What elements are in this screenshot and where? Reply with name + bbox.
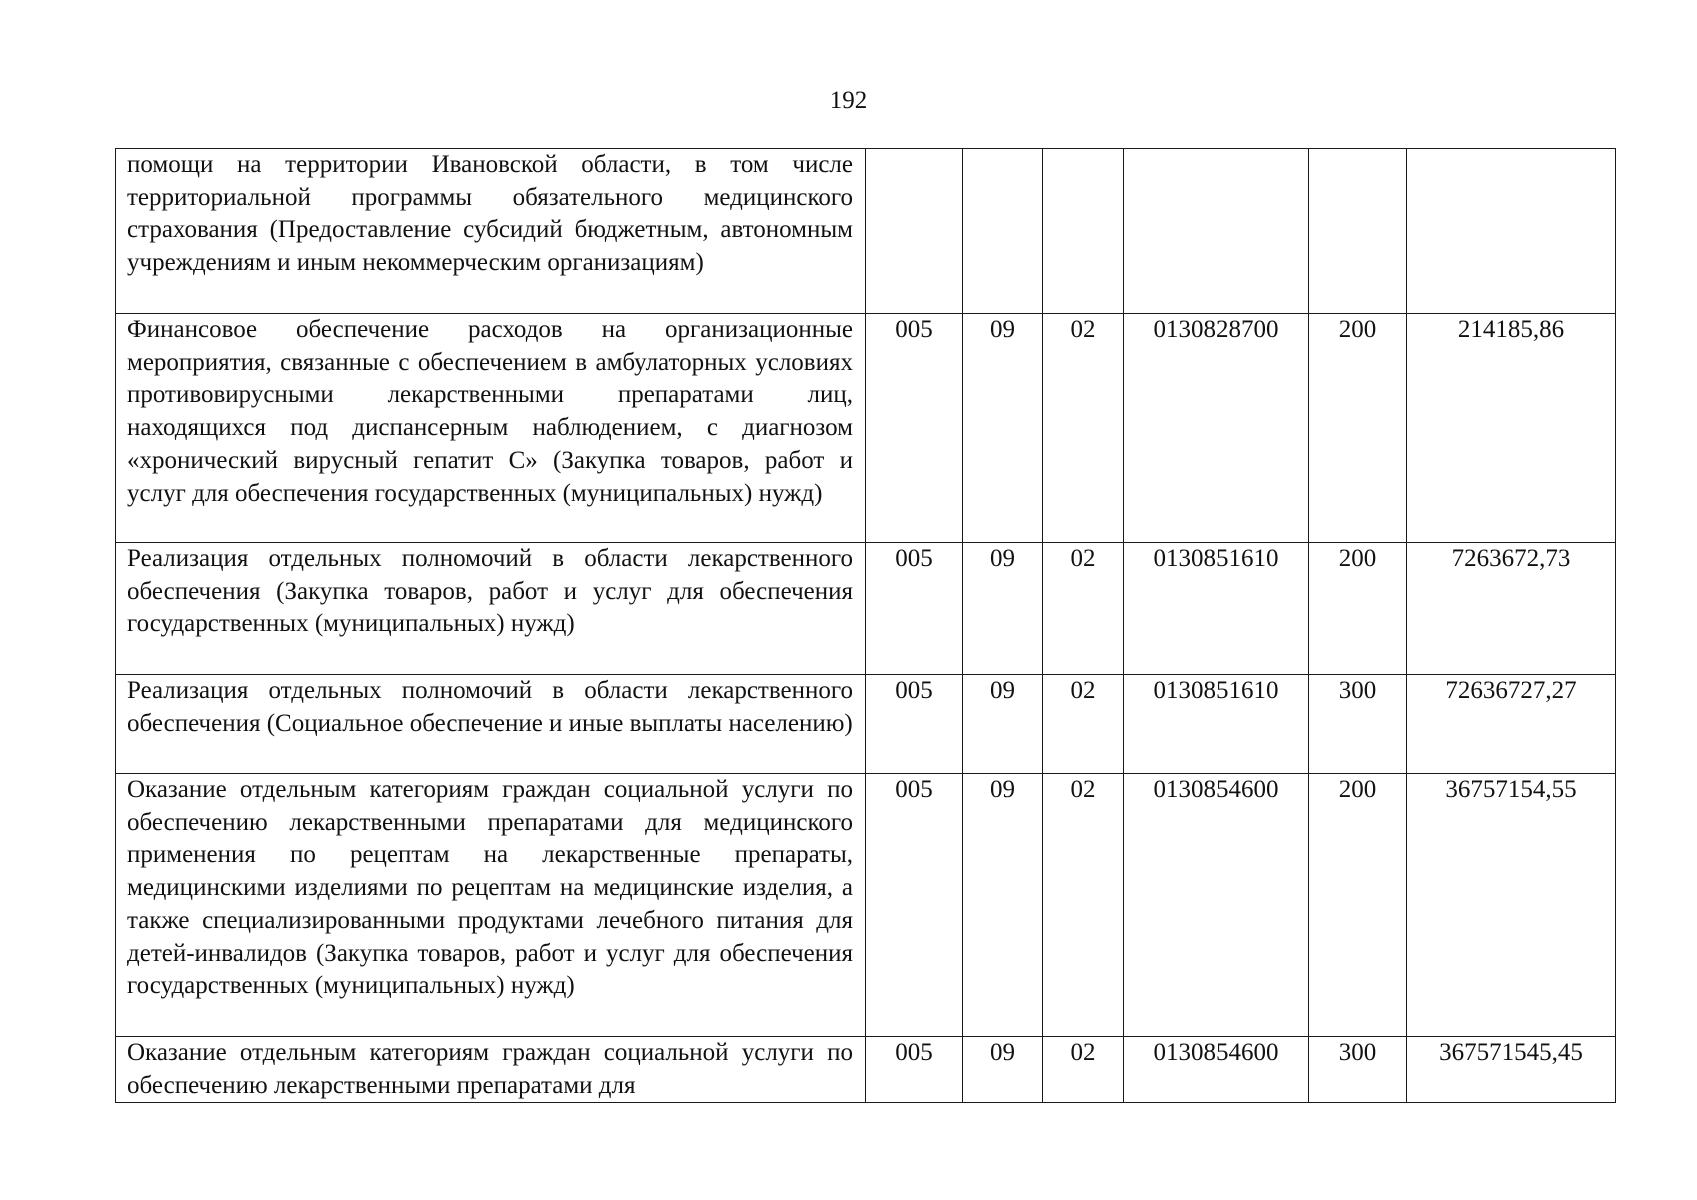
row-description: помощи на территории Ивановской области, в том числе территориальной программы обязательного медицинского страхования (Предоставление субсидий бюджетным, автономным учреждениям и иным некоммерческим организациям) [116, 149, 866, 314]
row-amount: 72636727,27 [1407, 675, 1616, 774]
row-target: 0130854600 [1124, 1037, 1309, 1103]
row-amount: 214185,86 [1407, 314, 1616, 543]
row-expense-type: 200 [1309, 774, 1407, 1037]
row-description: Реализация отдельных полномочий в области лекарственного обеспечения (Закупка товаров, работ и услуг для обеспечения государственных (муниципальных) нужд) [116, 543, 866, 675]
table-row [116, 774, 1616, 1037]
row-section: 09 [963, 675, 1043, 774]
row-target: 0130851610 [1124, 675, 1309, 774]
table-row [116, 314, 1616, 543]
row-section: 09 [963, 543, 1043, 675]
row-amount [1407, 149, 1616, 314]
table-row [116, 543, 1616, 675]
table-row [116, 675, 1616, 774]
row-description: Финансовое обеспечение расходов на организационные мероприятия, связанные с обеспечением в амбулаторных условиях противовирусными лекарственными препаратами лиц, находящихся под диспансерным наблюдением, с диагнозом «хронический вирусный гепатит С» (Закупка товаров, работ и услуг для обеспечения государственных (муниципальных) нужд) [116, 314, 866, 543]
row-subsection: 02 [1043, 314, 1124, 543]
row-code: 005 [866, 314, 963, 543]
row-target [1124, 149, 1309, 314]
row-subsection: 02 [1043, 543, 1124, 675]
row-amount: 7263672,73 [1407, 543, 1616, 675]
row-subsection [1043, 149, 1124, 314]
row-section [963, 149, 1043, 314]
row-target: 0130851610 [1124, 543, 1309, 675]
row-code: 005 [866, 675, 963, 774]
row-expense-type: 200 [1309, 314, 1407, 543]
row-section: 09 [963, 314, 1043, 543]
budget-table [115, 148, 1616, 1103]
row-description: Реализация отдельных полномочий в области лекарственного обеспечения (Социальное обеспечение и иные выплаты населению) [116, 675, 866, 774]
table-row [116, 1037, 1616, 1103]
row-description: Оказание отдельным категориям граждан социальной услуги по обеспечению лекарственными препаратами для [116, 1037, 866, 1103]
row-expense-type: 200 [1309, 543, 1407, 675]
row-expense-type: 300 [1309, 1037, 1407, 1103]
row-subsection: 02 [1043, 1037, 1124, 1103]
row-description: Оказание отдельным категориям граждан социальной услуги по обеспечению лекарственными препаратами для медицинского применения по рецептам на лекарственные препараты, медицинскими изделиями по рецептам на медицинские изделия, а также специализированными продуктами лечебного питания для детей-инвалидов (Закупка товаров, работ и услуг для обеспечения государственных (муниципальных) нужд) [116, 774, 866, 1037]
row-target: 0130854600 [1124, 774, 1309, 1037]
row-expense-type: 300 [1309, 675, 1407, 774]
row-target: 0130828700 [1124, 314, 1309, 543]
page-number: 192 [829, 87, 868, 114]
row-subsection: 02 [1043, 774, 1124, 1037]
row-code: 005 [866, 1037, 963, 1103]
row-amount: 367571545,45 [1407, 1037, 1616, 1103]
row-code: 005 [866, 774, 963, 1037]
row-expense-type [1309, 149, 1407, 314]
row-section: 09 [963, 1037, 1043, 1103]
table-row [116, 149, 1616, 314]
row-code: 005 [866, 543, 963, 675]
row-amount: 36757154,55 [1407, 774, 1616, 1037]
row-code [866, 149, 963, 314]
row-section: 09 [963, 774, 1043, 1037]
row-subsection: 02 [1043, 675, 1124, 774]
